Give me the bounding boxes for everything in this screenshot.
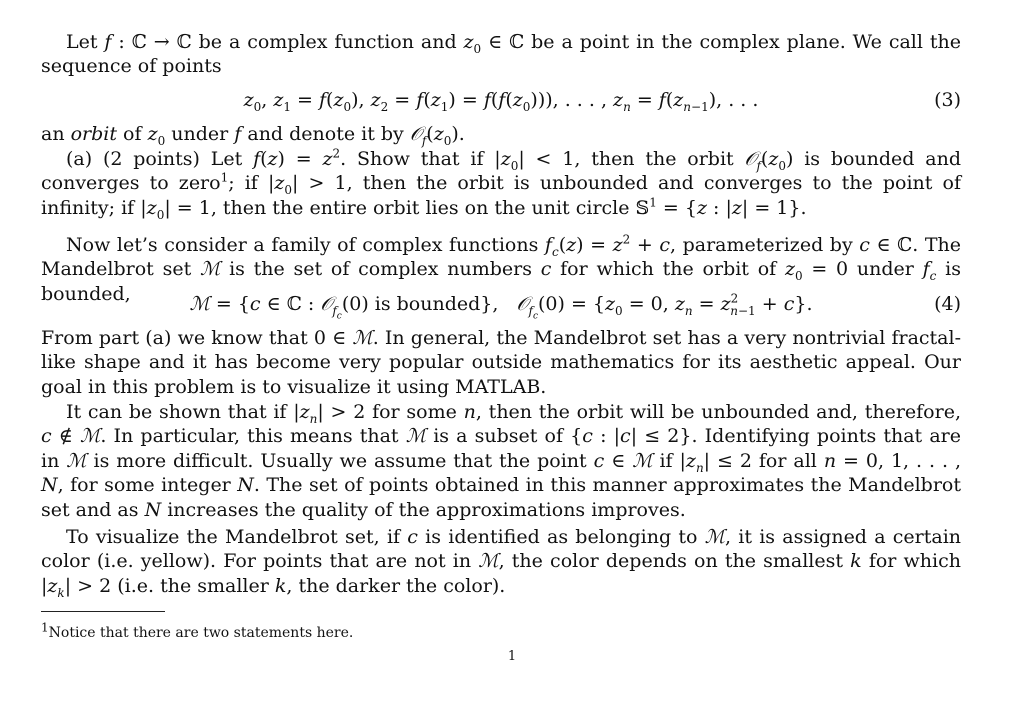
footnote-text: Notice that there are two statements here. (48, 625, 354, 641)
equation-4-body: ℳ = {c ∈ ℂ : 𝒪$_{f_c}$(0) is bounded}, 𝒪$_{f_c}$(0) = {$z_0 = 0$, $z_n = z^2_{n-1} + c$}. (189, 291, 813, 322)
paragraph-orbit-definition: an orbit of $z_0$ under f and denote it by $𝒪_f(z_0)$. (41, 123, 465, 148)
paragraph-mandelbrot-definition: Now let’s consider a family of complex functions $f_c(z) = z^2 + c$, parameterized by c ∈ ℂ. The Mandelbrot set ℳ is the set of complex numbers c for which the orbit of $z_0 = 0$ under $f_c$ is bounded, (41, 232, 962, 305)
equation-3-number: (3) (934, 89, 961, 111)
paragraph-intro: Let f : ℂ → ℂ be a complex function and $z_0$ ∈ ℂ be a point in the complex plane. We call the sequence of points (41, 31, 961, 78)
equation-3-body: $z_0$, $z_1 = f(z_0)$, $z_2 = f(z_1) = f(f(z_0))$), . . . , $z_n = f(z_{n-1})$, . . . (243, 89, 759, 114)
footnote (41, 620, 941, 642)
footnote-marker: 1 (41, 620, 49, 635)
paragraph-visualization: To visualize the Mandelbrot set, if c is identified as belonging to ℳ, it is assigned a certain color (i.e. yellow). For points that are not in ℳ, the color depends on the smallest k for which $|z_k| > 2$ (i.e. the smaller k, the darker the color). (41, 526, 962, 600)
page-number: 1 (507, 649, 517, 664)
equation-4 (41, 291, 961, 322)
paragraph-goal: From part (a) we know that 0 ∈ ℳ. In general, the Mandelbrot set has a very nontrivial fractal-like shape and it has become very popular outside mathematics for its aesthetic appeal. Our goal in this problem is to visualize it using MATLAB. (41, 327, 961, 398)
paragraph-part-a: (a) (2 points) Let $f(z) = z^2$. Show that if $|z_0| < 1$, then the orbit $𝒪_f(z_0)$ is bounded and converges to zero$^1$; if $|z_0| > 1$, then the orbit is unbounded and converges to the point of infinity; if $|z_0| = 1$, then the entire orbit lies on the unit circle 𝕊$^1$ = {z : |z| = 1}. (41, 146, 962, 222)
paragraph-escape-criterion: It can be shown that if $|z_n| > 2$ for some n, then the orbit will be unbounded and, therefore, c ∉ ℳ. In particular, this means that ℳ is a subset of {c : |c| ≤ 2}. Identifying points that are in ℳ is more difficult. Usually we assume that the point c ∈ ℳ if $|z_n| \le 2$ for all n = 0, 1, . . . , N, for some integer N. The set of points obtained in this manner approximates the Mandelbrot set and as N increases the quality of the approximations improves. (41, 401, 961, 521)
footnote-rule (41, 611, 165, 612)
equation-4-number: (4) (934, 293, 961, 315)
equation-3 (41, 88, 961, 112)
